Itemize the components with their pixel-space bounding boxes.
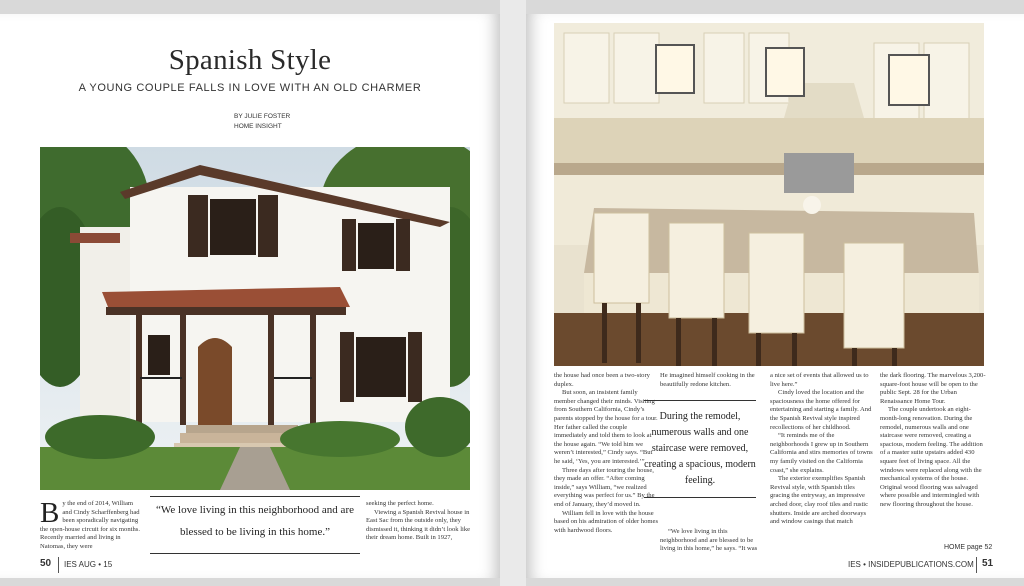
body-column-1 bbox=[40, 500, 144, 562]
article-headline: Spanish Style bbox=[168, 44, 332, 76]
right-col-1-para-4: William fell in love with the house based on his admiration of older homes with hardwood floors. bbox=[554, 509, 659, 534]
right-col-2-top-text: He imagined himself cooking in the beautifully redone kitchen. bbox=[660, 372, 755, 388]
folio-left bbox=[40, 558, 51, 569]
body-column-3 bbox=[366, 500, 472, 562]
folio-text-left: IES AUG • 15 bbox=[64, 560, 113, 569]
right-col-1-para-3: Three days after touring the house, they made an offer. “After coming inside,” says William, “we realized everything was perfect for us.” By the end of January, they’d moved in. bbox=[554, 466, 655, 508]
folio-text-right: IES • INSIDEPUBLICATIONS.COM bbox=[848, 560, 974, 569]
right-col-4-para-1: the dark flooring. The marvelous 3,200-square-foot house will be open to the public Sept. 28 for the Urban Renaissance Home Tour. bbox=[880, 372, 986, 405]
byline-author: BY JULIE FOSTER bbox=[234, 113, 291, 120]
column-1-text: y the end of 2014, William and Cindy Scharffenberg had been sporadically navigating the open-house circuit for six months. Recently married and living in Natomas, they were bbox=[40, 500, 140, 550]
left-page bbox=[0, 14, 500, 578]
body-column-right-2-bottom bbox=[660, 528, 764, 558]
folio-divider-left bbox=[58, 557, 59, 573]
right-col-3-para-4: The exterior exemplifies Spanish Revival style, with Spanish tiles gracing the entryway, an impressive arched door, clay roof tiles and rustic shutters. Inside are arched doorways and window casings that match bbox=[770, 475, 869, 526]
byline-publication: HOME INSIGHT bbox=[234, 123, 282, 130]
continued-line: HOME page 52 bbox=[944, 544, 993, 551]
column-3-para-1: seeking the perfect home. bbox=[366, 500, 434, 507]
spine-gutter bbox=[500, 0, 526, 586]
body-column-right-4 bbox=[880, 372, 986, 538]
page-number-right: 51 bbox=[982, 558, 994, 569]
pull-quote-left: “We love living in this neighborhood and are blessed to be living in this home.” bbox=[150, 496, 360, 554]
house-exterior-photo bbox=[40, 147, 470, 490]
folio-right bbox=[982, 558, 993, 569]
right-col-3-para-1: a nice set of events that allowed us to live here.” bbox=[770, 372, 869, 388]
right-col-3-para-2: Cindy loved the location and the spaciousness the home offered for entertaining and starting a family. And the Spanish Revival style inspired recollections of her childhood. bbox=[770, 389, 872, 431]
right-col-2-bottom-text: “We love living in this neighborhood and are blessed to be living in this home,” he says. “It was bbox=[660, 528, 758, 553]
kitchen-photo bbox=[554, 23, 984, 366]
right-page bbox=[526, 14, 1024, 578]
article-deck: A YOUNG COUPLE FALLS IN LOVE WITH AN OLD CHARMER bbox=[78, 82, 422, 94]
column-3-para-2: Viewing a Spanish Revival house in East Sac from the outside only, they dismissed it, thinking it didn’t look like their dream home. Built in 1927, bbox=[366, 508, 471, 542]
body-column-right-3 bbox=[770, 372, 874, 562]
byline bbox=[234, 112, 290, 132]
folio-divider-right bbox=[976, 557, 977, 573]
right-col-1-para-1: the house had once been a two-story duplex. bbox=[554, 372, 650, 388]
right-col-4-para-2: The couple undertook an eight-month-long renovation. During the remodel, numerous walls and one staircase were removed, creating a spacious, modern feeling. The addition of a master suite upstairs added 430 square feet of living space. All the windows were replaced along with the mechanical systems of the house. Original wood flooring was salvaged where possible and intermingled with new flooring throughout the house. bbox=[880, 406, 983, 508]
right-col-3-para-3: “It reminds me of the neighborhoods I grew up in Southern California and stirs memories of towns my family visited on the California coast,” she explains. bbox=[770, 432, 873, 474]
right-col-1-para-2: But soon, an insistent family member changed their minds. Visiting from Southern California, Cindy’s parents stopped by the house for a tour. Her father called the couple immediately and told them to look at the house again. “We told him we weren’t interested,” Cindy says. “But he said, ‘Yes, you are interested.’” bbox=[554, 389, 658, 465]
page-number-left: 50 bbox=[40, 558, 52, 569]
body-column-right-2-top bbox=[660, 372, 764, 394]
drop-cap: B bbox=[40, 500, 60, 529]
pull-quote-right: During the remodel, numerous walls and one staircase were removed, creating a spacious, modern feeling. bbox=[644, 400, 756, 498]
